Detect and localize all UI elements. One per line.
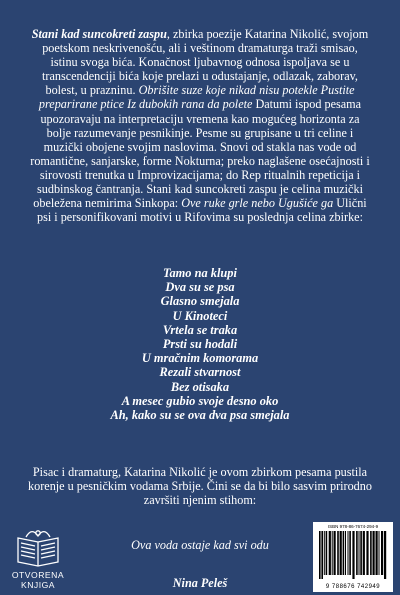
barcode-bar bbox=[340, 531, 342, 575]
poem-title: Dva su se psa bbox=[165, 280, 235, 295]
barcode-bar bbox=[363, 531, 365, 575]
poem-title: Bez otisaka bbox=[170, 379, 230, 394]
barcode-bar bbox=[329, 531, 331, 575]
isbn-label: ISBN 978-86-7674-294-9 bbox=[327, 524, 379, 529]
poem-title: Tamo na klupi bbox=[163, 266, 237, 280]
poem-title: A mesec gubio svoje desno oko bbox=[121, 393, 279, 408]
barcode-bar bbox=[326, 531, 328, 575]
poem-title: U mračnim komorama bbox=[141, 351, 259, 366]
barcode-bar bbox=[324, 531, 325, 575]
barcode-bar bbox=[384, 531, 386, 579]
review-author: Nina Peleš bbox=[172, 576, 228, 590]
poem-title: Glasno smejala bbox=[160, 294, 240, 309]
barcode-bar bbox=[345, 531, 346, 575]
isbn-barcode bbox=[313, 522, 393, 592]
blurb-part-1: , zbirka poezije Katarina Nikolić, svojom poetskom neskrivenošću, ali i veštinom dramaturga traži smisao, istinu svoga bića. Konačnost ljubavnog odnosa ispoljava se u transcendenciji bića koje prelazi u odustajanje, odlazak, zaborav, bolest, u prazninu. bbox=[42, 27, 369, 98]
poem-title: U Kinoteci bbox=[172, 308, 228, 323]
barcode-bar bbox=[373, 531, 375, 575]
blurb-quote-2: Ove ruke grle nebo Ugušiće ga bbox=[181, 196, 334, 211]
publisher-logo bbox=[6, 528, 70, 592]
barcode-bar bbox=[352, 531, 354, 579]
barcode-bar bbox=[360, 531, 362, 575]
barcode-icon bbox=[319, 531, 387, 579]
barcode-bar bbox=[334, 531, 336, 575]
blurb-text bbox=[28, 27, 372, 224]
poem-title: Prsti su hodali bbox=[162, 337, 238, 352]
barcode-bar bbox=[319, 531, 321, 579]
barcode-bar bbox=[366, 531, 368, 575]
blurb-part-2: Datumi ispod pesama upozoravaju na interpretaciju vremena kao mogućeg horizonta za bolje razumevanje pesnikinje. Pesme su grupisane u tri celine i muzički obojene svojim naslovima. Snovi od stakla nas vode od romantične, sanjarske, forme Nokturna; preko naglašene osećajnosti i sirovosti trenutka u Improvizacijama; do Rep ritualnih repeticija i sudbinskog čantranja. Stani kad suncokreti zaspu je celina muzički obeležena nemirima Sinkopa: bbox=[30, 97, 370, 211]
publisher-name-line2: KNJIGA bbox=[20, 580, 56, 590]
poem-title: Rezali stvarnost bbox=[159, 365, 241, 380]
poem-title: Vrtela se traka bbox=[162, 322, 238, 337]
barcode-bar bbox=[349, 531, 351, 575]
barcode-bar bbox=[321, 531, 323, 579]
barcode-bar bbox=[332, 531, 333, 575]
barcode-bar bbox=[348, 531, 349, 575]
barcode-bar bbox=[359, 531, 360, 575]
barcode-bar bbox=[343, 531, 345, 575]
closing-quote: Ova voda ostaje kad svi odu bbox=[131, 538, 269, 552]
barcode-bar bbox=[337, 531, 339, 575]
book-title: Stani kad suncokreti zaspu bbox=[31, 27, 167, 41]
barcode-bar bbox=[370, 531, 372, 575]
blurb-quote-1: Obrišite suze koje nikad nisu potekle Pustite preparirane ptice Iz dubokih rana da polete bbox=[38, 83, 355, 112]
barcode-digits: 9 788676 742949 bbox=[325, 584, 381, 590]
blurb-part-3: Ulični psi i personifikovani motivi u Rifovima su poslednja celina zbirke: bbox=[37, 196, 367, 225]
poem-list bbox=[0, 266, 400, 422]
barcode-bar bbox=[381, 531, 383, 575]
barcode-bar bbox=[379, 531, 380, 575]
open-book-icon bbox=[12, 528, 64, 570]
publisher-name-line1: OTVORENA bbox=[11, 570, 65, 580]
barcode-bar bbox=[376, 531, 378, 575]
barcode-bar bbox=[356, 531, 358, 575]
outro-text: Pisac i dramaturg, Katarina Nikolić je ovom zbirkom pesama pustila korenje u pesničkim vodama Srbije. Čini se da bi bilo sasvim prirodno završiti njenim stihom: bbox=[28, 465, 372, 508]
poem-title: Ah, kako su se ova dva psa smejala bbox=[110, 408, 290, 423]
